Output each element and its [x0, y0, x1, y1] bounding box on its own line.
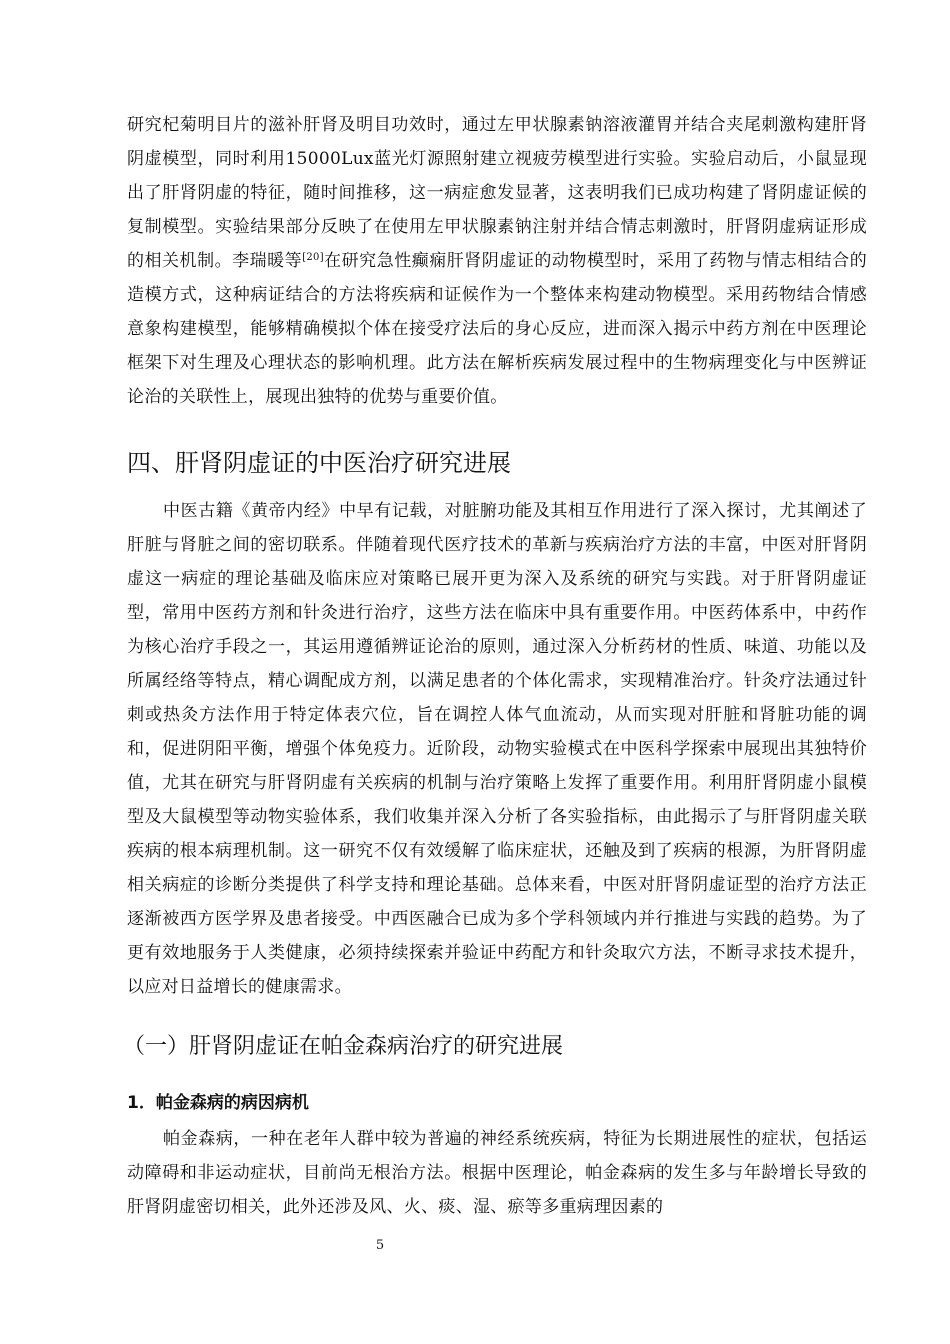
subsection-heading: （一）肝肾阴虚证在帕金森病治疗的研究进展	[123, 1034, 564, 1059]
paragraph-1-text-before-citation: 研究杞菊明目片的滋补肝肾及明目功效时，通过左甲状腺素钠溶液灌胃并结合夹尾刺激构建肝肾阴虚模型，同时利用15000Lux蓝光灯源照射建立视疲劳模型进行实验。实验启动后，小鼠显现出了肝肾阴虚的特征，随时间推移，这一病症愈发显著，这表明我们已成功构建了肾阴虚证候的复制模型。实验结果部分反映了在使用左甲状腺素钠注射并结合情志刺激时，肝肾阴虚病证形成的相关机制。李瑞暖等	[127, 115, 867, 271]
citation-reference: [20]	[302, 252, 324, 263]
subsubsection-heading: 1．帕金森病的病因病机	[127, 1093, 309, 1113]
page-number: 5	[375, 1238, 385, 1253]
body-paragraph-3: 帕金森病，一种在老年人群中较为普遍的神经系统疾病，特征为长期进展性的症状，包括运动障碍和非运动症状，目前尚无根治方法。根据中医理论，帕金森病的发生多与年龄增长导致的肝肾阴虚密切相关，此外还涉及风、火、痰、湿、瘀等多重病理因素的	[127, 1129, 867, 1217]
body-paragraph-2: 中医古籍《黄帝内经》中早有记载，对脏腑功能及其相互作用进行了深入探讨，尤其阐述了肝脏与肾脏之间的密切联系。伴随着现代医疗技术的革新与疾病治疗方法的丰富，中医对肝肾阴虚这一病症的理论基础及临床应对策略已展开更为深入及系统的研究与实践。对于肝肾阴虚证型，常用中医药方剂和针灸进行治疗，这些方法在临床中具有重要作用。中医药体系中，中药作为核心治疗手段之一，其运用遵循辨证论治的原则，通过深入分析药材的性质、味道、功能以及所属经络等特点，精心调配成方剂，以满足患者的个体化需求，实现精准治疗。针灸疗法通过针刺或热灸方法作用于特定体表穴位，旨在调控人体气血流动，从而实现对肝脏和肾脏功能的调和，促进阴阳平衡，增强个体免疫力。近阶段，动物实验模式在中医科学探索中展现出其独特价值，尤其在研究与肝肾阴虚有关疾病的机制与治疗策略上发挥了重要作用。利用肝肾阴虚小鼠模型及大鼠模型等动物实验体系，我们收集并深入分析了各实验指标，由此揭示了与肝肾阴虚关联疾病的根本病理机制。这一研究不仅有效缓解了临床症状，还触及到了疾病的根源，为肝肾阴虚相关病症的诊断分类提供了科学支持和理论基础。总体来看，中医对肝肾阴虚证型的治疗方法正逐渐被西方医学界及患者接受。中西医融合已成为多个学科领域内并行推进与实践的趋势。为了更有效地服务于人类健康，必须持续探索并验证中药配方和针灸取穴方法，不断寻求技术提升，以应对日益增长的健康需求。	[127, 501, 867, 997]
body-paragraph-1	[127, 108, 867, 414]
paragraph-1-text-after-citation: 在研究急性癫痫肝肾阴虚证的动物模型时，采用了药物与情志相结合的造模方式，这种病证结合的方法将疾病和证候作为一个整体来构建动物模型。采用药物结合情感意象构建模型，能够精确模拟个体在接受疗法后的身心反应，进而深入揭示中药方剂在中医理论框架下对生理及心理状态的影响机理。此方法在解析疾病发展过程中的生物病理变化与中医辨证论治的关联性上，展现出独特的优势与重要价值。	[127, 251, 867, 407]
section-heading: 四、肝肾阴虚证的中医治疗研究进展	[127, 449, 511, 477]
